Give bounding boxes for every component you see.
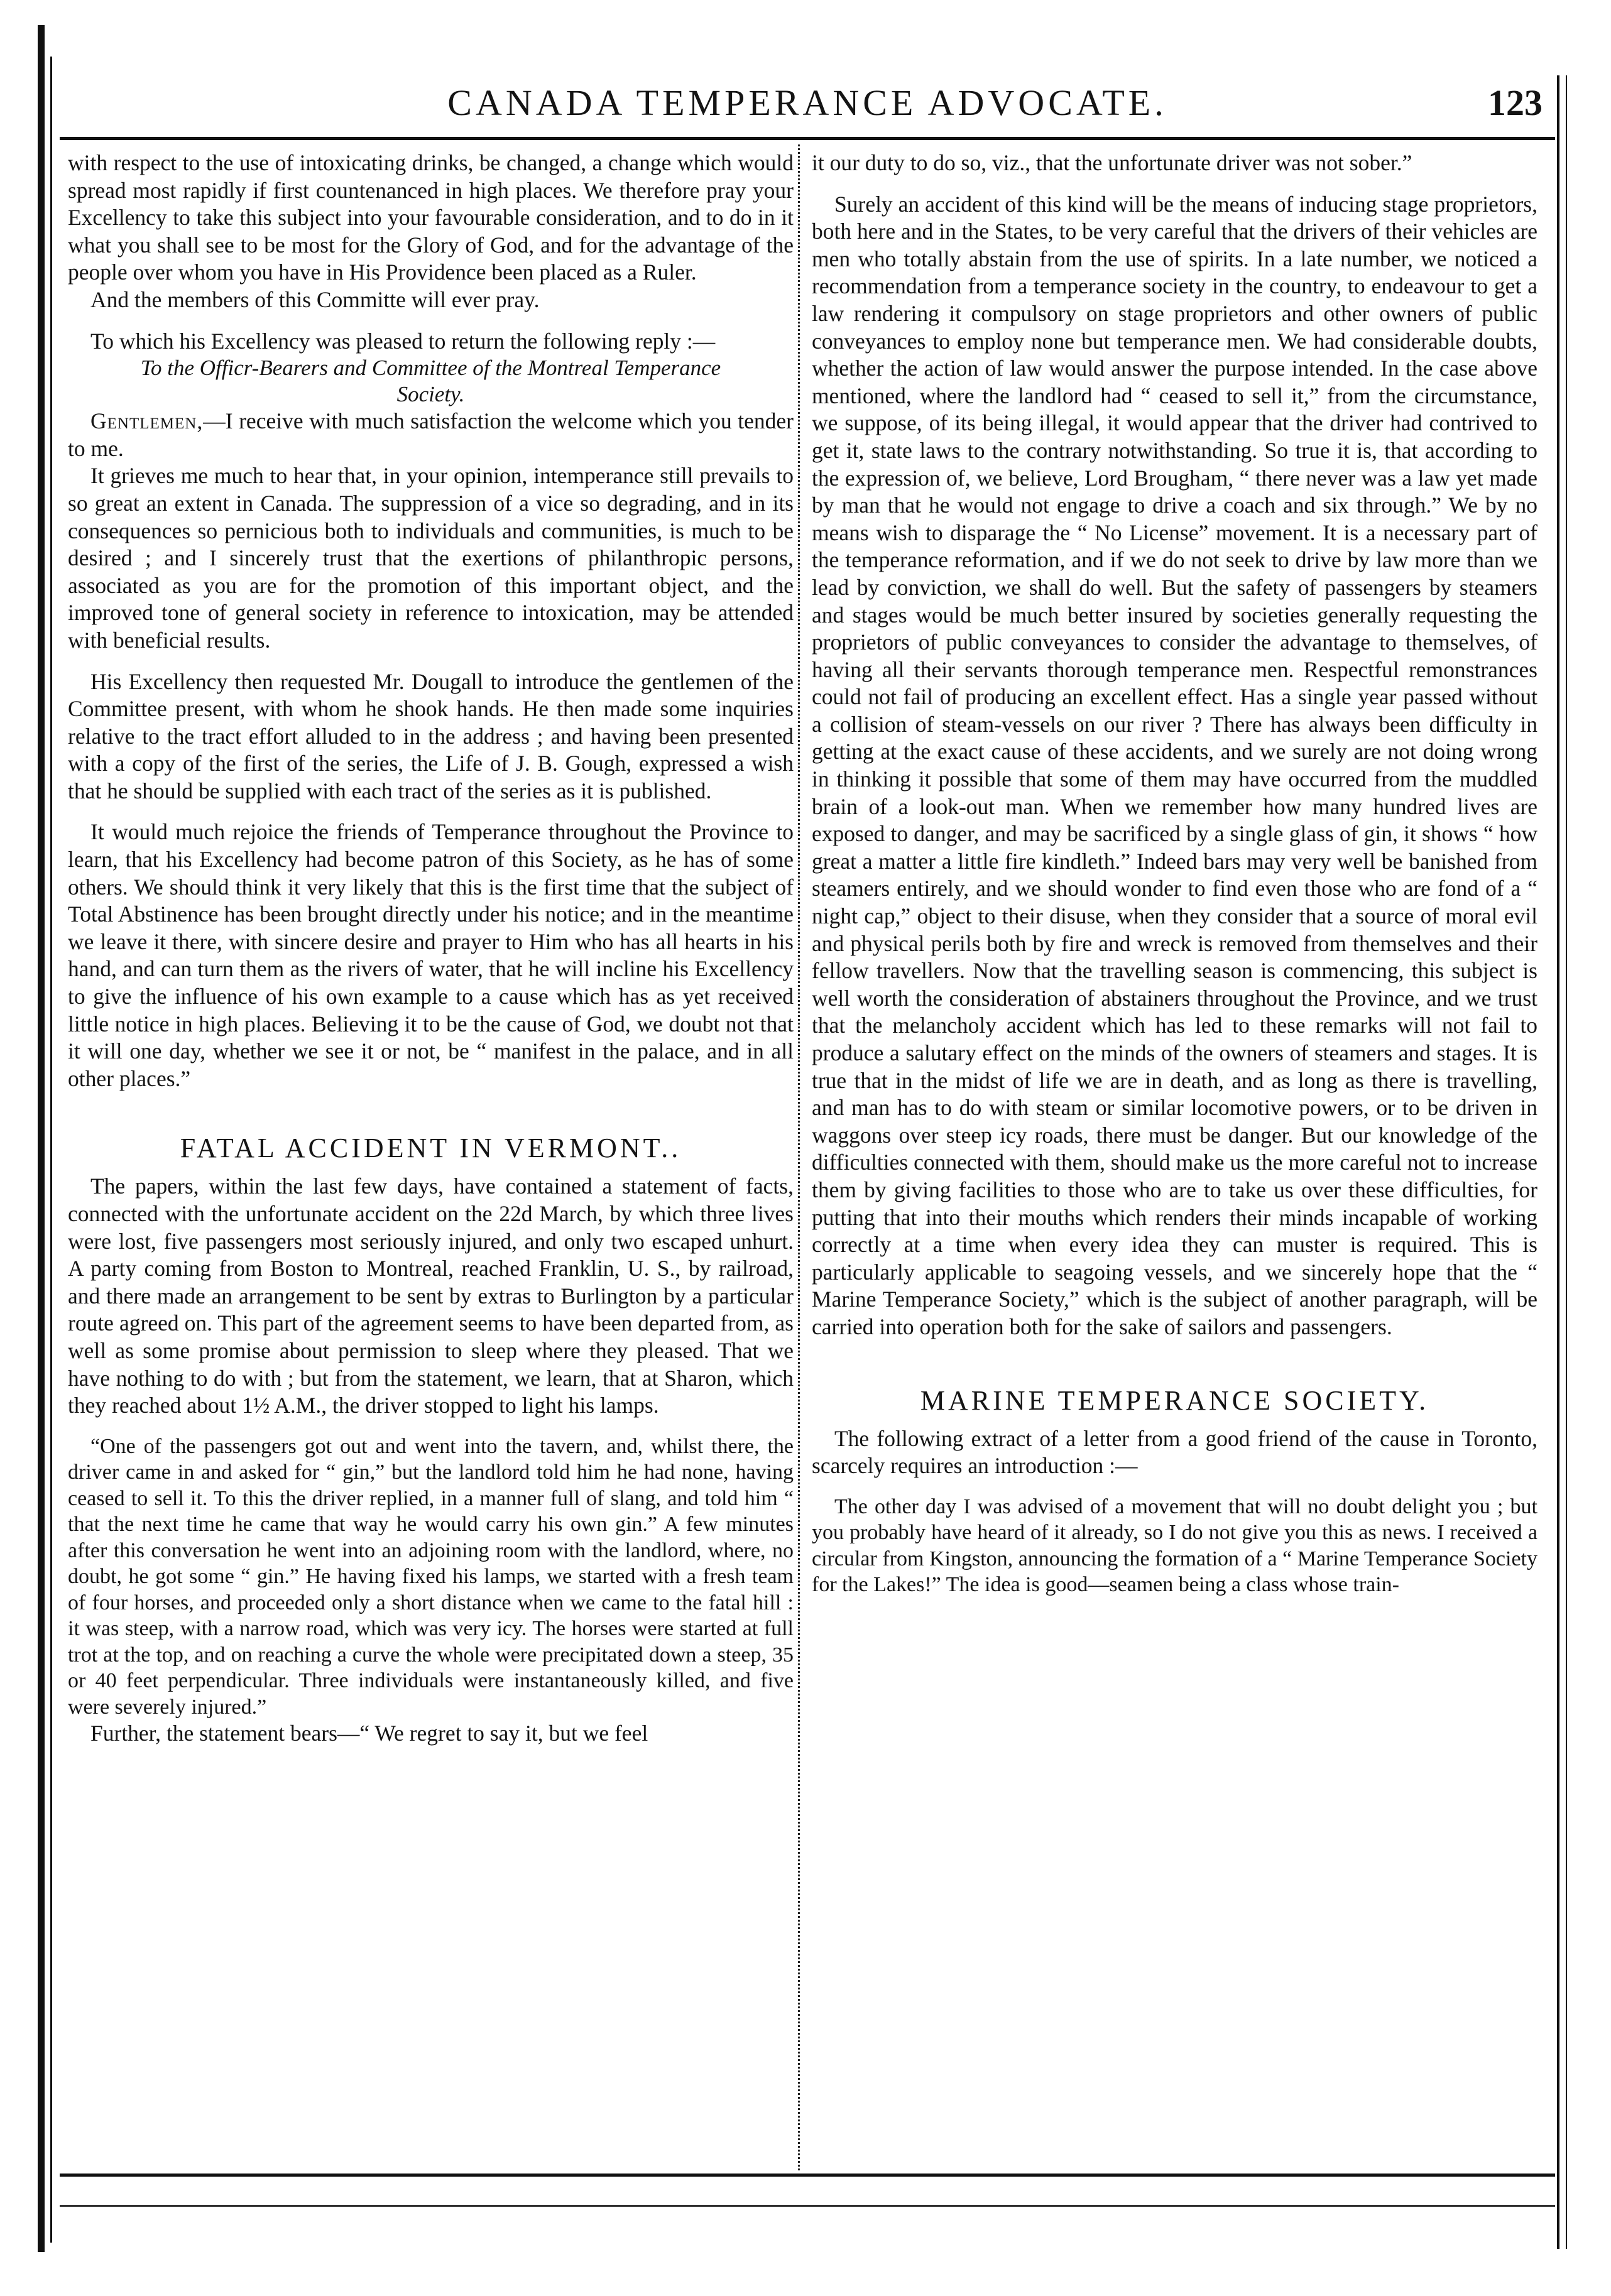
article-headline: FATAL ACCIDENT IN VERMONT.. bbox=[180, 1133, 682, 1164]
right-column bbox=[812, 150, 1537, 2169]
footer-rule bbox=[60, 2174, 1555, 2177]
page-number: 123 bbox=[1488, 82, 1543, 123]
article-paragraph: The papers, within the last few days, have contained a statement of facts, connected with the unfortunate accident on the 22d March, by which three lives were lost, five passengers most seriously injured, and only two escaped unhurt. A party coming from Boston to Montreal, reached Franklin, U. S., by railroad, and there made an arrangement to be sent by extras to Burlington by a particular route agreed on. This part of the agreement seems to have been departed from, as well as some promise about permission to sleep where they pleased. That we have nothing to do with ; but from the statement, we learn, that at Sharon, which they reached about 1½ A.M., the driver stopped to light his lamps. bbox=[68, 1173, 794, 1418]
column-divider bbox=[798, 144, 800, 2170]
letter-excerpt: The other day I was advised of a movement that will no doubt delight you ; but you probably have heard of it already, so I do not give you this as news. I received a circular from Kingston, announcing the formation of a “ Marine Temperance Society for the Lakes!” The idea is good—seamen being a class whose train- bbox=[812, 1494, 1537, 1597]
article-paragraph: It grieves me much to hear that, in your opinion, intemperance still prevails to so great an extent in Canada. The suppression of a vice so degrading, and in its consequences so pernicious both to individuals and communities, is much to be desired ; and I sincerely trust that the exertions of philanthropic persons, associated as you are for the promotion of this important object, and the improved tone of general society in reference to intoxication, may be attended with beneficial results. bbox=[68, 463, 794, 653]
left-margin-rule bbox=[38, 25, 45, 2252]
article-headline: MARINE TEMPERANCE SOCIETY. bbox=[920, 1385, 1429, 1416]
article-paragraph: it our duty to do so, viz., that the unfortunate driver was not sober.” bbox=[812, 150, 1412, 175]
left-column bbox=[68, 150, 794, 2169]
article-paragraph: Surely an accident of this kind will be the means of inducing stage proprietors, both here and in the States, to be very careful that the drivers of their vehicles are men who totally abstain from the use of spirits. In a late number, we noticed a recommendation from a temperance society in the country, to endeavour to get a law rendering it compulsory on stage proprietors and other owners of public conveyances to employ none but temperance men. We had considerable doubts, whether the action of law would answer the purpose intended. In the case above mentioned, where the landlord had “ ceased to sell it,” from the circumstance, we suppose, of its being illegal, it would appear that the driver had contrived to get it, state laws to the contrary notwithstanding. So true it is, that according to the expression of, we believe, Lord Brougham, “ there never was a law yet made by man that he would not engage to drive a coach and six through.” We by no means wish to disparage the “ No License” movement. It is a necessary part of the temperance reformation, and if we do not seek to drive by law more than we lead by conviction, we shall do well. But the safety of passengers by steamers and stages would be much better insured by societies generally requesting the proprietors of public conveyances to consider the advantage to themselves, of having all their servants thorough temperance men. Respectful remonstrances could not fail of producing an excellent effect. Has a single year passed without a collision of steam-vessels on our river ? There has always been difficulty in getting at the exact cause of these accidents, and we surely are not doing wrong in thinking it possible that some of them may have occurred from the muddled brain of a look-out man. When we remember how many hundred lives are exposed to danger, and may be sacrificed by a single glass of gin, it shows “ how great a matter a little fire kindleth.” Indeed bars may very well be banished from steamers entirely, and we should wonder to find even those who are fond of a “ night cap,” object to their disuse, when they consider that a source of moral evil and physical perils both by fire and wreck is removed from themselves and their fellow travellers. Now that the travelling season is commencing, this subject is well worth the consideration of abstainers throughout the Province, and we trust that the melancholy accident which has led to these remarks will not fail to produce a salutary effect on the minds of the owners of steamers and stages. It is true that in the midst of life we are in death, and as long as there is travelling, and man has to do with steam or similar locomotive powers, or to be driven in waggons over steep icy roads, there must be danger. But our knowledge of the difficulties connected with them, should make us the more careful not to increase them by giving facilities to those who are to take us over these difficulties, for putting that into their mouths which renders their minds incapable of working correctly at a time when every idea they can muster is required. This is particularly applicable to seagoing vessels, and we sincerely hope that the “ Marine Temperance Society,” which is the subject of another paragraph, will be carried into operation both for the sake of sailors and passengers. bbox=[812, 191, 1537, 1339]
article-paragraph: with respect to the use of intoxicating drinks, be changed, a change which would spread most rapidly if first countenanced in high places. We therefore pray your Excellency to take this subject into your favourable consideration, and to do in it what you shall see to be most for the Glory of God, and for the advantage of the people over whom you have in His Providence been placed as a Ruler. bbox=[68, 150, 794, 285]
article-paragraph: Further, the statement bears—“ We regret to say it, but we feel bbox=[90, 1721, 648, 1746]
publication-title: CANADA TEMPERANCE ADVOCATE. bbox=[447, 82, 1167, 123]
article-paragraph: The following extract of a letter from a good friend of the cause in Toronto, scarcely requires an introduction :— bbox=[812, 1425, 1537, 1479]
article-paragraph: —I receive with much satisfaction the welcome which you tender to me. bbox=[68, 408, 794, 461]
article-paragraph: To which his Excellency was pleased to return the following reply :— bbox=[90, 328, 716, 354]
article-paragraph: And the members of this Committe will ever pray. bbox=[90, 286, 540, 312]
left-margin-rule-thin bbox=[50, 57, 52, 2243]
article-quote: “One of the passengers got out and went into the tavern, and, whilst there, the driver came in and asked for “ gin,” but the landlord told him he had none, having ceased to sell it. To this the driver replied, in a manner full of slang, and told him “ that the next time he came that way he would carry his own gin.” A few minutes after this conversation he went into an adjoining room with the landlord, where, no doubt, he got some “ gin.” He having fixed his lamps, we started with a fresh team of four horses, and proceeded only a short distance when we came to the fatal hill : it was steep, with a narrow road, which was very icy. The horses were started at full trot at the top, and on reaching a curve the whole were precipitated down a steep, 35 or 40 feet perpendicular. Three individuals were instantaneously killed, and five were severely injured.” bbox=[68, 1434, 794, 1719]
right-margin-rule bbox=[1557, 75, 1559, 2249]
reply-addressee: To the Officr-Bearers and Committee of the Montreal Temperance Society. bbox=[140, 356, 721, 407]
header-rule bbox=[60, 137, 1555, 140]
article-paragraph: His Excellency then requested Mr. Dougall to introduce the gentlemen of the Committee present, with whom he shook hands. He then made some inquiries relative to the tract effort alluded to in the address ; and having been presented with a copy of the first of the series, the Life of J. B. Gough, expressed a wish that he should be supplied with each tract of the series as it is published. bbox=[68, 668, 794, 803]
article-paragraph: It would much rejoice the friends of Temperance throughout the Province to learn, that his Excellency had become patron of this Society, as he has of some others. We should think it very likely that this is the first time that the subject of Total Abstinence has been brought directly under his notice; and in the meantime we leave it there, with sincere desire and prayer to Him who has all hearts in his hand, and can turn them as the rivers of water, that he will incline his Excellency to give the influence of his own example to a cause which has as yet received little notice in high places. Believing it to be the cause of God, we doubt not that it will one day, whether we see it or not, be “ manifest in the palace, and in all other places.” bbox=[68, 819, 794, 1091]
reply-salutation: Gentlemen, bbox=[90, 408, 204, 434]
footer-rule-thin bbox=[60, 2205, 1555, 2207]
page-header bbox=[60, 75, 1555, 132]
right-margin-rule-thin bbox=[1566, 75, 1567, 2249]
